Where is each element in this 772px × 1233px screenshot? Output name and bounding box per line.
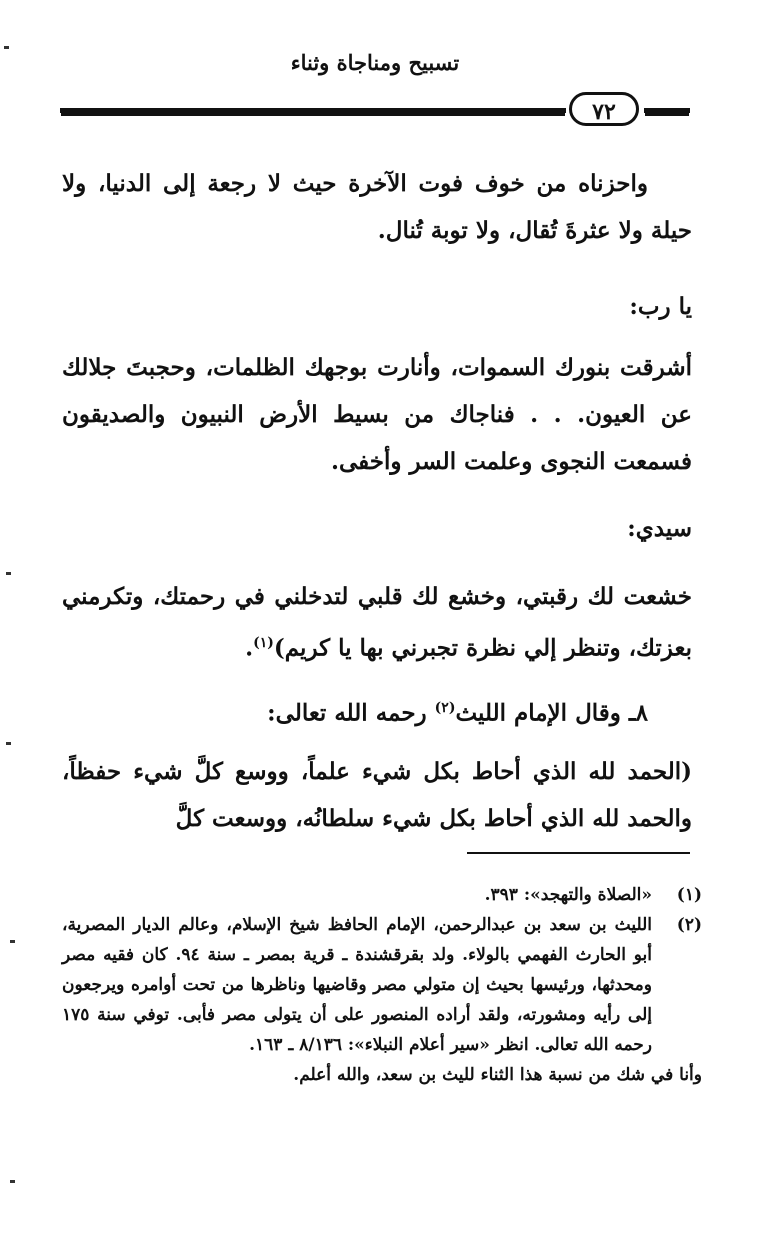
footnote-1 [62, 880, 702, 910]
footnote-2 [62, 910, 702, 1060]
margin-mark [6, 742, 11, 745]
heading-ya-rabb: يا رب: [629, 293, 692, 320]
footnote-tail-note: وأنا في شك من نسبة هذا الثناء لليث بن سعد، والله أعلم. [293, 1065, 702, 1085]
paragraph-laith-intro [62, 685, 692, 737]
margin-mark [10, 940, 15, 943]
margin-mark [10, 1180, 15, 1183]
paragraph-humility-end: . [245, 634, 254, 662]
margin-mark [6, 572, 11, 575]
header-rule-right-bar [644, 108, 690, 113]
laith-intro-end: رحمه الله تعالى: [267, 699, 435, 727]
page-number: ٧٢ [569, 92, 639, 126]
footnotes [62, 880, 702, 1090]
paragraph-heavens [62, 344, 692, 485]
footnote-2-number: (٢) [676, 915, 702, 935]
paragraph-praise [62, 748, 692, 842]
paragraph-ya-rabb [62, 283, 692, 330]
footnote-separator [467, 852, 690, 854]
header-rule [60, 90, 690, 130]
footnote-2-text: الليث بن سعد بن عبدالرحمن، الإمام الحافظ شيخ الإسلام، وعالم الديار المصرية، أبو الحارث الفهمي بالولاء. ولد بقرقشندة ـ قرية بمصر ـ سنة ٩٤. كان فقيه مصر ومحدثها، ورئيسها بحيث إن متولي مصر وقاضيها وناظرها من تحت أوامره ويرجعون إلى رأيه ومشورته، ولقد أراده المنصور على أن يتولى مصر فأبى. توفي سنة ١٧٥ رحمه الله تعالى. انظر «سير أعلام النبلاء»: ٨/١٣٦ ـ ١٦٣. [62, 915, 652, 1055]
paragraph-humility-body: خشعت لك رقبتي، وخشع لك قلبي لتدخلني في رحمتك، وتكرمني بعزتك، وتنظر إلي نظرة تجبرني بها يا كريم) [62, 583, 692, 662]
paragraph-laith-intro-text [62, 685, 692, 737]
footnote-ref-2: (٢) [434, 700, 456, 716]
paragraph-lament-text: واحزناه من خوف فوت الآخرة حيث لا رجعة إلى الدنيا، ولا حيلة ولا عثرةَ تُقال، ولا توبة تُنال. [62, 170, 692, 244]
paragraph-humility-text [62, 573, 692, 672]
footnote-1-text: «الصلاة والتهجد»: ٣٩٣. [484, 885, 652, 905]
margin-mark [4, 46, 9, 49]
paragraph-sayyidi [62, 505, 692, 552]
heading-sayyidi: سيدي: [627, 515, 692, 542]
footnote-ref-1: (١) [253, 635, 274, 651]
paragraph-heavens-text: أشرقت بنورك السموات، وأنارت بوجهك الظلمات، وحجبتَ جلالك عن العيون. . . فناجاك من بسيط الأرض النبيون والصديقون فسمعت النجوى وعلمت السر وأخفى. [62, 354, 692, 475]
footnote-1-number: (١) [676, 885, 702, 905]
header-rule-left-bar [60, 108, 566, 113]
running-title: تسبيح ومناجاة وثناء [290, 50, 460, 75]
paragraph-lament [62, 160, 692, 254]
laith-intro-start: ٨ـ وقال الإمام الليث [455, 699, 648, 727]
paragraph-humility [62, 573, 692, 672]
paragraph-praise-text: (الحمد لله الذي أحاط بكل شيء علماً، ووسع كلَّ شيء حفظاً، والحمد لله الذي أحاط بكل شيء سلطانُه، ووسعت كلَّ [62, 758, 692, 832]
